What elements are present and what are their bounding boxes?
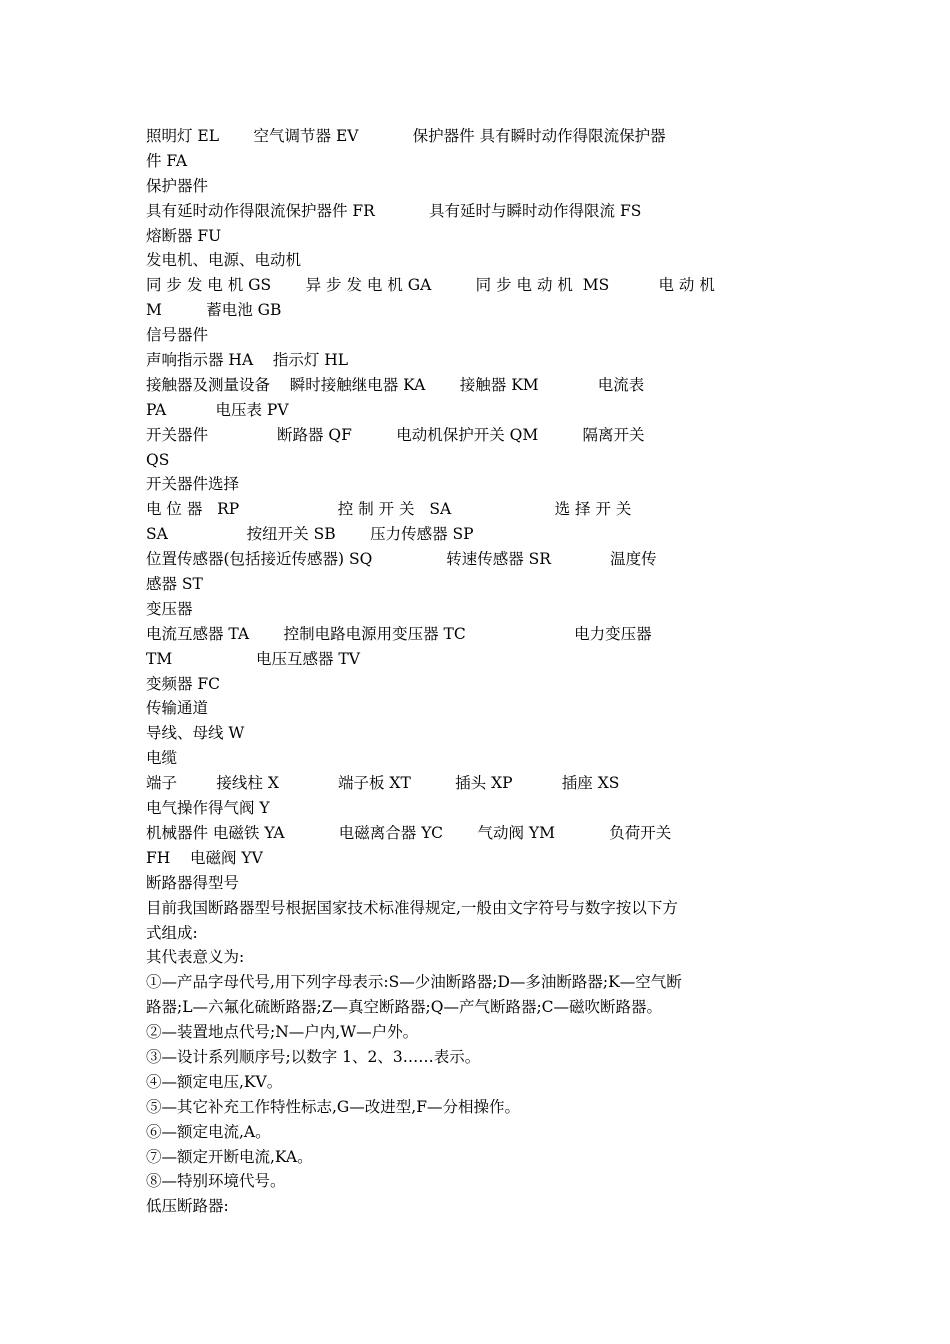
line-5: 熔断器 FU xyxy=(146,226,222,245)
line-13: 开关器件 断路器 QF 电动机保护开关 QM 隔离开关 xyxy=(146,425,645,444)
line-26: 电缆 xyxy=(146,749,178,768)
line-14: QS xyxy=(146,450,170,469)
line-41: ⑥—额定电流,A。 xyxy=(146,1122,271,1141)
line-44: 低压断路器: xyxy=(146,1197,229,1216)
line-9: 信号器件 xyxy=(146,326,209,345)
line-28: 电气操作得气阀 Y xyxy=(146,799,270,818)
line-11: 接触器及测量设备 瞬时接触继电器 KA 接触器 KM 电流表 xyxy=(146,375,645,394)
line-36: 路器;L—六氟化硫断路器;Z—真空断路器;Q—产气断路器;C—磁吹断路器。 xyxy=(146,998,663,1017)
line-8: M 蓄电池 GB xyxy=(146,301,282,320)
line-6: 发电机、电源、电动机 xyxy=(146,251,302,270)
line-31: 断路器得型号 xyxy=(146,873,240,892)
line-15: 开关器件选择 xyxy=(146,475,240,494)
line-19: 感器 ST xyxy=(146,575,203,594)
line-34: 其代表意义为: xyxy=(146,948,245,967)
line-40: ⑤—其它补充工作特性标志,G—改进型,F—分相操作。 xyxy=(146,1097,520,1116)
document-body xyxy=(146,124,806,1219)
line-27: 端子 接线柱 X 端子板 XT 插头 XP 插座 XS xyxy=(146,774,620,793)
line-2: 件 FA xyxy=(146,151,188,170)
line-30: FH 电磁阀 YV xyxy=(146,848,263,867)
line-4: 具有延时动作得限流保护器件 FR 具有延时与瞬时动作得限流 FS xyxy=(146,201,642,220)
line-17: SA 按纽开关 SB 压力传感器 SP xyxy=(146,525,474,544)
line-23: 变频器 FC xyxy=(146,674,221,693)
line-38: ③—设计系列顺序号;以数字 1、2、3……表示。 xyxy=(146,1047,481,1066)
line-39: ④—额定电压,KV。 xyxy=(146,1072,283,1091)
line-3: 保护器件 xyxy=(146,176,209,195)
line-32: 目前我国断路器型号根据国家技术标准得规定,一般由文字符号与数字按以下方 xyxy=(146,898,678,917)
line-10: 声响指示器 HA 指示灯 HL xyxy=(146,351,349,370)
line-42: ⑦—额定开断电流,KA。 xyxy=(146,1147,313,1166)
line-29: 机械器件 电磁铁 YA 电磁离合器 YC 气动阀 YM 负荷开关 xyxy=(146,823,672,842)
line-7: 同 步 发 电 机 GS 异 步 发 电 机 GA 同 步 电 动 机 MS 电 动 机 xyxy=(146,276,715,295)
line-25: 导线、母线 W xyxy=(146,724,245,743)
line-35: ①—产品字母代号,用下列字母表示:S—少油断路器;D—多油断路器;K—空气断 xyxy=(146,973,682,992)
line-22: TM 电压互感器 TV xyxy=(146,649,360,668)
line-12: PA 电压表 PV xyxy=(146,400,289,419)
line-20: 变压器 xyxy=(146,599,193,618)
line-16: 电 位 器 RP 控 制 开 关 SA 选 择 开 关 xyxy=(146,500,632,519)
line-24: 传输通道 xyxy=(146,699,209,718)
line-33: 式组成: xyxy=(146,923,198,942)
line-21: 电流互感器 TA 控制电路电源用变压器 TC 电力变压器 xyxy=(146,624,652,643)
line-18: 位置传感器(包括接近传感器) SQ 转速传感器 SR 温度传 xyxy=(146,550,657,569)
line-1: 照明灯 EL 空气调节器 EV 保护器件 具有瞬时动作得限流保护器 xyxy=(146,127,666,145)
line-37: ②—装置地点代号;N—户内,W—户外。 xyxy=(146,1023,419,1042)
line-43: ⑧—特别环境代号。 xyxy=(146,1172,286,1191)
